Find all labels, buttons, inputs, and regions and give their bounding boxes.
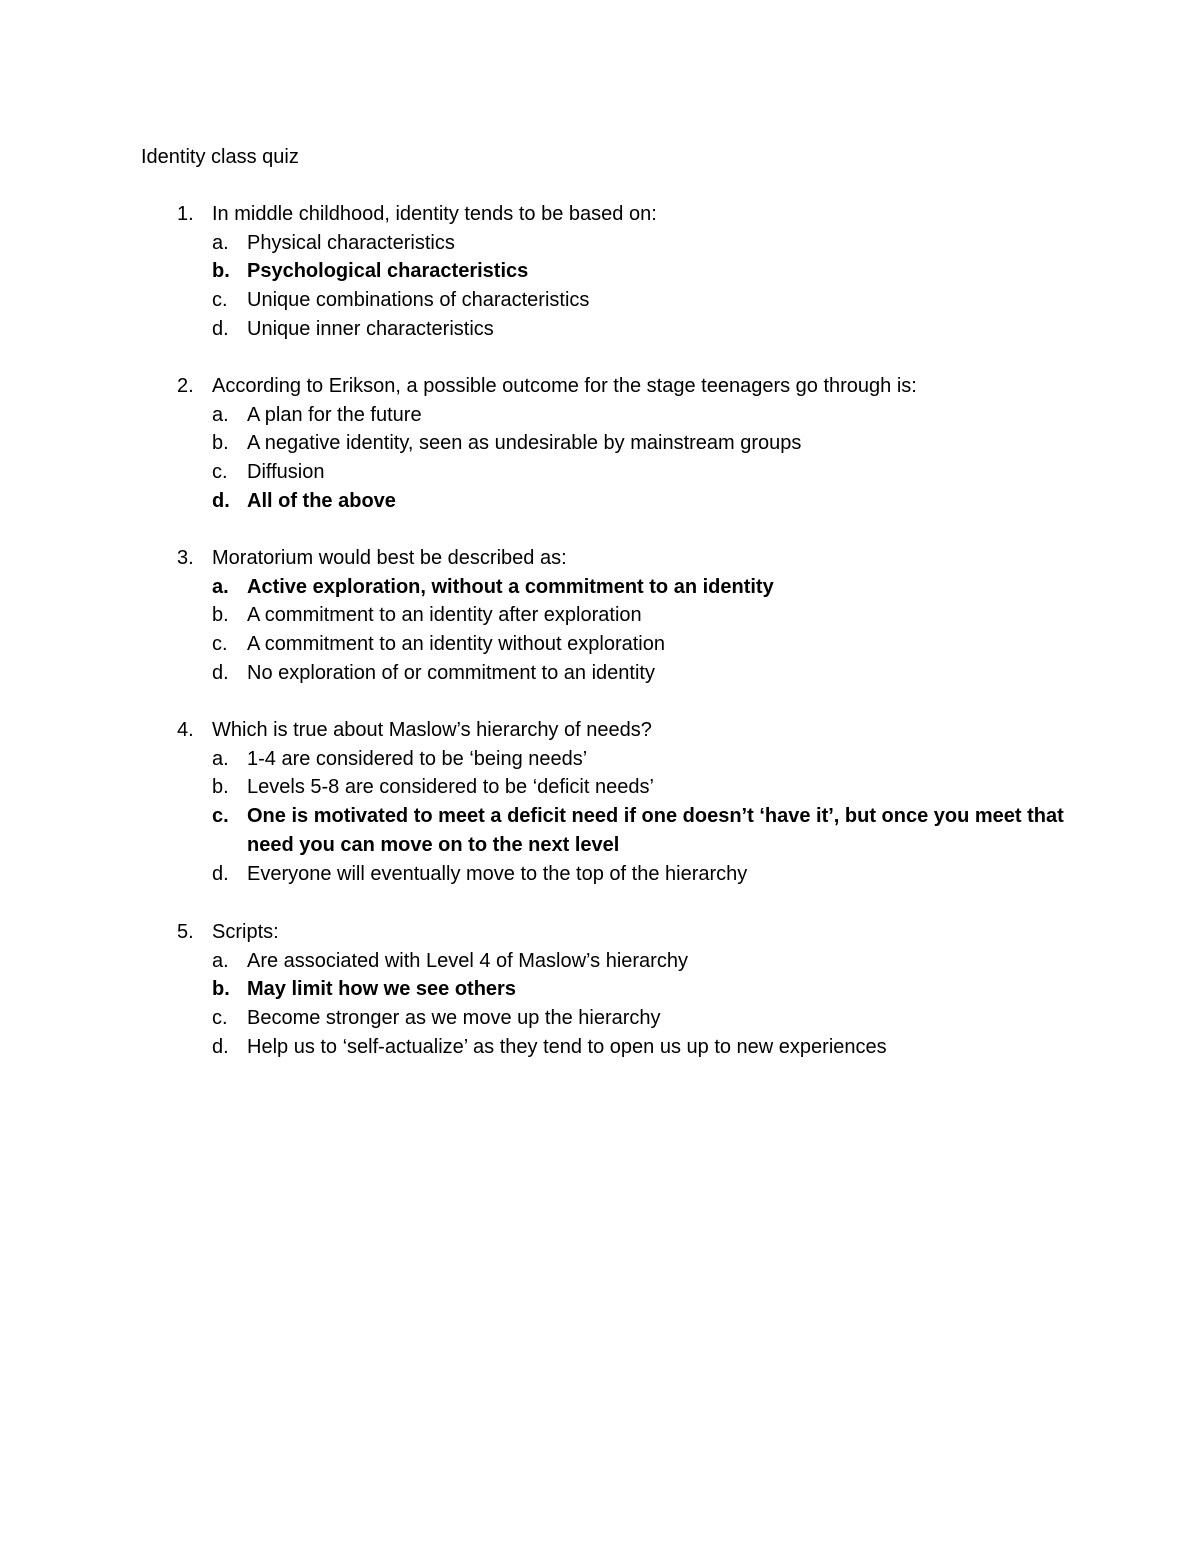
question-number: 4. (177, 719, 194, 741)
option-c (0, 630, 1200, 659)
option-letter: a. (212, 575, 229, 598)
question-stem (0, 544, 1200, 573)
option-letter: c. (212, 633, 228, 656)
option-b-correct (0, 257, 1200, 286)
option-text: A negative identity, seen as undesirable by mainstream groups (247, 432, 802, 455)
option-letter: a. (212, 403, 229, 426)
question-3 (0, 544, 1200, 688)
option-text: Active exploration, without a commitment to an identity (247, 575, 774, 598)
question-text: Which is true about Maslow’s hierarchy of needs? (212, 719, 652, 741)
question-stem (0, 200, 1200, 229)
option-letter: a. (212, 949, 229, 972)
option-b (0, 773, 1200, 802)
option-letter: c. (212, 289, 228, 312)
option-text: One is motivated to meet a deficit need if one doesn’t ‘have it’, but once you meet that need you can move on to the next level (247, 805, 1064, 856)
option-letter: d. (212, 862, 229, 885)
option-a (0, 947, 1200, 976)
question-number: 5. (177, 921, 194, 943)
option-text: Physical characteristics (247, 231, 455, 254)
option-text: All of the above (247, 489, 396, 512)
option-text: Psychological characteristics (247, 260, 529, 283)
option-a (0, 401, 1200, 430)
question-4 (0, 716, 1200, 888)
question-text: Scripts: (212, 921, 279, 943)
option-d (0, 659, 1200, 688)
question-stem (0, 716, 1200, 745)
option-letter: a. (212, 231, 229, 254)
option-text: Are associated with Level 4 of Maslow’s hierarchy (247, 949, 688, 972)
option-text: Diffusion (247, 461, 325, 484)
question-2 (0, 372, 1200, 516)
option-a (0, 229, 1200, 258)
option-d-correct (0, 487, 1200, 516)
option-a (0, 745, 1200, 774)
option-text: Unique inner characteristics (247, 317, 494, 340)
question-text: Moratorium would best be described as: (212, 547, 567, 569)
question-text: In middle childhood, identity tends to be based on: (212, 203, 657, 225)
option-text: A commitment to an identity without exploration (247, 633, 665, 656)
option-letter: b. (212, 432, 229, 455)
option-d (0, 1033, 1200, 1062)
question-number: 2. (177, 375, 194, 397)
option-text: Become stronger as we move up the hierarchy (247, 1007, 661, 1030)
option-text: A plan for the future (247, 403, 422, 426)
option-c (0, 458, 1200, 487)
option-b-correct (0, 975, 1200, 1004)
question-number: 3. (177, 547, 194, 569)
question-text: According to Erikson, a possible outcome for the stage teenagers go through is: (212, 375, 917, 397)
option-letter: a. (212, 747, 229, 770)
document-title: Identity class quiz (141, 146, 299, 168)
option-a-correct (0, 573, 1200, 602)
option-c (0, 286, 1200, 315)
option-letter: d. (212, 489, 230, 512)
option-c (0, 1004, 1200, 1033)
option-letter: d. (212, 317, 229, 340)
option-letter: b. (212, 978, 230, 1001)
option-text: Levels 5-8 are considered to be ‘deficit needs’ (247, 776, 654, 799)
option-letter: b. (212, 776, 229, 799)
option-b (0, 429, 1200, 458)
option-c-correct (0, 802, 1200, 859)
option-text: May limit how we see others (247, 978, 516, 1001)
question-1 (0, 200, 1200, 344)
option-text: A commitment to an identity after exploration (247, 604, 642, 627)
option-letter: c. (212, 805, 229, 828)
option-letter: b. (212, 260, 230, 283)
option-letter: d. (212, 661, 229, 684)
option-text: No exploration of or commitment to an identity (247, 661, 655, 684)
option-letter: c. (212, 1007, 228, 1030)
option-text: 1-4 are considered to be ‘being needs’ (247, 747, 588, 770)
option-letter: c. (212, 461, 228, 484)
option-text: Unique combinations of characteristics (247, 289, 590, 312)
question-stem (0, 918, 1200, 947)
question-5 (0, 918, 1200, 1062)
option-text: Everyone will eventually move to the top of the hierarchy (247, 862, 748, 885)
question-stem (0, 372, 1200, 401)
option-text: Help us to ‘self-actualize’ as they tend to open us up to new experiences (247, 1035, 887, 1058)
option-d (0, 315, 1200, 344)
question-number: 1. (177, 203, 194, 225)
option-letter: b. (212, 604, 229, 627)
option-d (0, 860, 1200, 889)
option-letter: d. (212, 1035, 229, 1058)
option-b (0, 601, 1200, 630)
